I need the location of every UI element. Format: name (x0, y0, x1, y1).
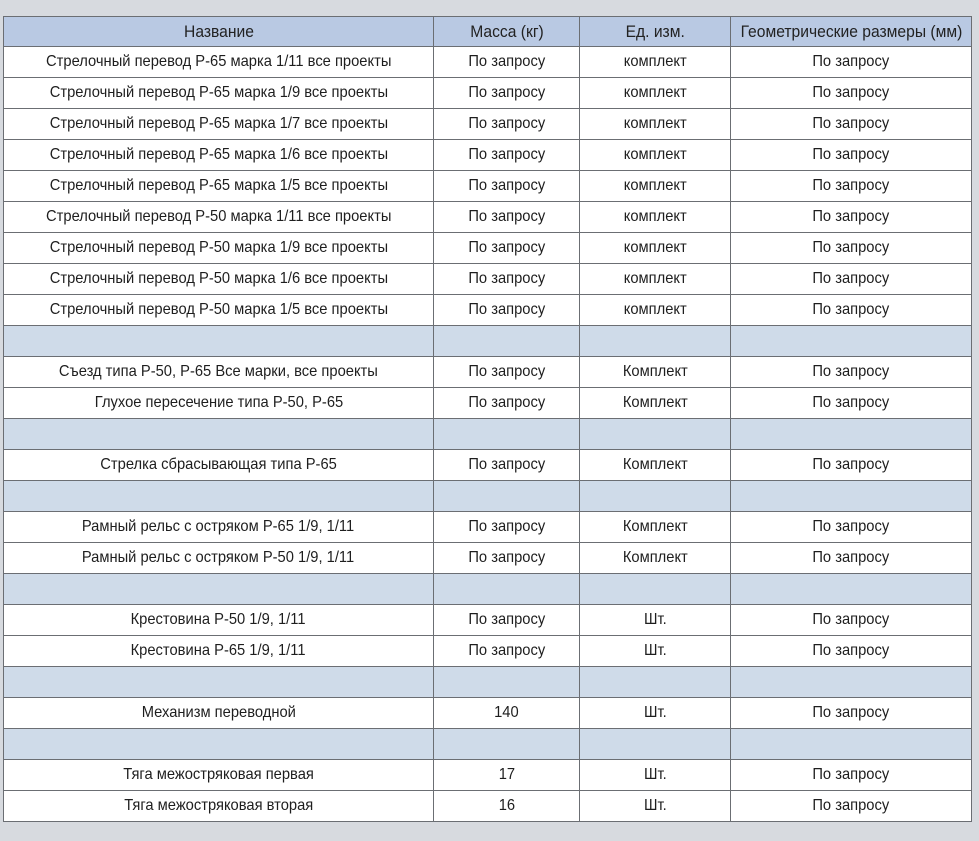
separator-cell (731, 481, 972, 512)
cell-mass: По запросу (434, 171, 580, 202)
separator-cell (4, 481, 434, 512)
separator-cell (4, 419, 434, 450)
cell-mass: По запросу (434, 543, 580, 574)
table-row (4, 450, 972, 481)
table-body (4, 47, 972, 822)
table-row (4, 512, 972, 543)
table-row (4, 357, 972, 388)
cell-unit: комплект (580, 233, 731, 264)
table-row (4, 388, 972, 419)
cell-mass: По запросу (434, 109, 580, 140)
cell-unit: комплект (580, 171, 731, 202)
table-row (4, 109, 972, 140)
cell-dims: По запросу (731, 357, 972, 388)
column-header-name: Название (4, 17, 434, 47)
table-row (4, 47, 972, 78)
separator-cell (580, 326, 731, 357)
cell-dims: По запросу (731, 109, 972, 140)
table-row (4, 140, 972, 171)
cell-name: Крестовина Р-50 1/9, 1/11 (4, 605, 434, 636)
separator-cell (731, 667, 972, 698)
cell-unit: Комплект (580, 450, 731, 481)
separator-cell (4, 574, 434, 605)
cell-unit: комплект (580, 109, 731, 140)
table-row (4, 605, 972, 636)
cell-unit: Комплект (580, 543, 731, 574)
cell-mass: 140 (434, 698, 580, 729)
cell-name: Рамный рельс с остряком Р-65 1/9, 1/11 (4, 512, 434, 543)
cell-unit: комплект (580, 47, 731, 78)
cell-dims: По запросу (731, 171, 972, 202)
cell-dims: По запросу (731, 512, 972, 543)
column-header-dims: Геометрические размеры (мм) (731, 17, 972, 47)
cell-dims: По запросу (731, 202, 972, 233)
cell-dims: По запросу (731, 233, 972, 264)
table-row (4, 202, 972, 233)
separator-cell (4, 729, 434, 760)
table-row (4, 760, 972, 791)
cell-dims: По запросу (731, 698, 972, 729)
table-separator-row (4, 326, 972, 357)
cell-mass: По запросу (434, 636, 580, 667)
cell-name: Механизм переводной (4, 698, 434, 729)
table-row (4, 171, 972, 202)
cell-dims: По запросу (731, 140, 972, 171)
cell-name: Крестовина Р-65 1/9, 1/11 (4, 636, 434, 667)
table-row (4, 636, 972, 667)
separator-cell (731, 326, 972, 357)
cell-dims: По запросу (731, 450, 972, 481)
cell-name: Стрелочный перевод Р-50 марка 1/6 все проекты (4, 264, 434, 295)
separator-cell (580, 481, 731, 512)
separator-cell (731, 574, 972, 605)
separator-cell (434, 729, 580, 760)
cell-unit: Шт. (580, 636, 731, 667)
cell-unit: комплект (580, 295, 731, 326)
separator-cell (434, 481, 580, 512)
cell-mass: По запросу (434, 512, 580, 543)
cell-dims: По запросу (731, 47, 972, 78)
cell-mass: По запросу (434, 388, 580, 419)
separator-cell (731, 729, 972, 760)
table-separator-row (4, 667, 972, 698)
cell-dims: По запросу (731, 636, 972, 667)
cell-name: Тяга межостряковая первая (4, 760, 434, 791)
cell-dims: По запросу (731, 78, 972, 109)
separator-cell (580, 667, 731, 698)
table-separator-row (4, 574, 972, 605)
cell-name: Стрелочный перевод Р-65 марка 1/7 все проекты (4, 109, 434, 140)
separator-cell (731, 419, 972, 450)
cell-unit: Комплект (580, 357, 731, 388)
column-header-unit: Ед. изм. (580, 17, 731, 47)
separator-cell (434, 574, 580, 605)
header-row (4, 17, 972, 47)
products-table-container (3, 16, 971, 822)
cell-mass: По запросу (434, 47, 580, 78)
cell-dims: По запросу (731, 388, 972, 419)
cell-dims: По запросу (731, 791, 972, 822)
table-row (4, 698, 972, 729)
table-row (4, 78, 972, 109)
cell-mass: 17 (434, 760, 580, 791)
cell-mass: По запросу (434, 78, 580, 109)
separator-cell (4, 326, 434, 357)
table-separator-row (4, 729, 972, 760)
cell-name: Стрелочный перевод Р-50 марка 1/5 все проекты (4, 295, 434, 326)
cell-dims: По запросу (731, 605, 972, 636)
separator-cell (434, 419, 580, 450)
separator-cell (580, 419, 731, 450)
cell-unit: Шт. (580, 698, 731, 729)
table-row (4, 233, 972, 264)
cell-dims: По запросу (731, 760, 972, 791)
cell-unit: Шт. (580, 760, 731, 791)
table-row (4, 264, 972, 295)
cell-name: Рамный рельс с остряком Р-50 1/9, 1/11 (4, 543, 434, 574)
cell-dims: По запросу (731, 543, 972, 574)
separator-cell (580, 574, 731, 605)
cell-unit: комплект (580, 78, 731, 109)
separator-cell (580, 729, 731, 760)
cell-unit: комплект (580, 202, 731, 233)
cell-mass: По запросу (434, 202, 580, 233)
column-header-mass: Масса (кг) (434, 17, 580, 47)
cell-name: Стрелочный перевод Р-50 марка 1/9 все проекты (4, 233, 434, 264)
cell-unit: Шт. (580, 605, 731, 636)
cell-mass: По запросу (434, 295, 580, 326)
separator-cell (434, 667, 580, 698)
cell-unit: Шт. (580, 791, 731, 822)
cell-dims: По запросу (731, 264, 972, 295)
cell-name: Глухое пересечение типа Р-50, Р-65 (4, 388, 434, 419)
cell-mass: По запросу (434, 605, 580, 636)
cell-unit: комплект (580, 264, 731, 295)
cell-dims: По запросу (731, 295, 972, 326)
cell-mass: По запросу (434, 357, 580, 388)
cell-name: Стрелочный перевод Р-65 марка 1/5 все проекты (4, 171, 434, 202)
cell-name: Стрелочный перевод Р-65 марка 1/6 все проекты (4, 140, 434, 171)
cell-unit: Комплект (580, 512, 731, 543)
separator-cell (434, 326, 580, 357)
cell-mass: По запросу (434, 140, 580, 171)
cell-name: Съезд типа Р-50, Р-65 Все марки, все проекты (4, 357, 434, 388)
cell-unit: комплект (580, 140, 731, 171)
cell-mass: 16 (434, 791, 580, 822)
table-row (4, 543, 972, 574)
table-separator-row (4, 481, 972, 512)
cell-name: Стрелочный перевод Р-65 марка 1/9 все проекты (4, 78, 434, 109)
cell-name: Стрелка сбрасывающая типа Р-65 (4, 450, 434, 481)
cell-unit: Комплект (580, 388, 731, 419)
cell-mass: По запросу (434, 450, 580, 481)
cell-name: Стрелочный перевод Р-50 марка 1/11 все проекты (4, 202, 434, 233)
cell-mass: По запросу (434, 233, 580, 264)
table-separator-row (4, 419, 972, 450)
table-row (4, 791, 972, 822)
cell-mass: По запросу (434, 264, 580, 295)
cell-name: Стрелочный перевод Р-65 марка 1/11 все проекты (4, 47, 434, 78)
products-table (3, 16, 972, 822)
cell-name: Тяга межостряковая вторая (4, 791, 434, 822)
table-row (4, 295, 972, 326)
table-header (4, 17, 972, 47)
separator-cell (4, 667, 434, 698)
